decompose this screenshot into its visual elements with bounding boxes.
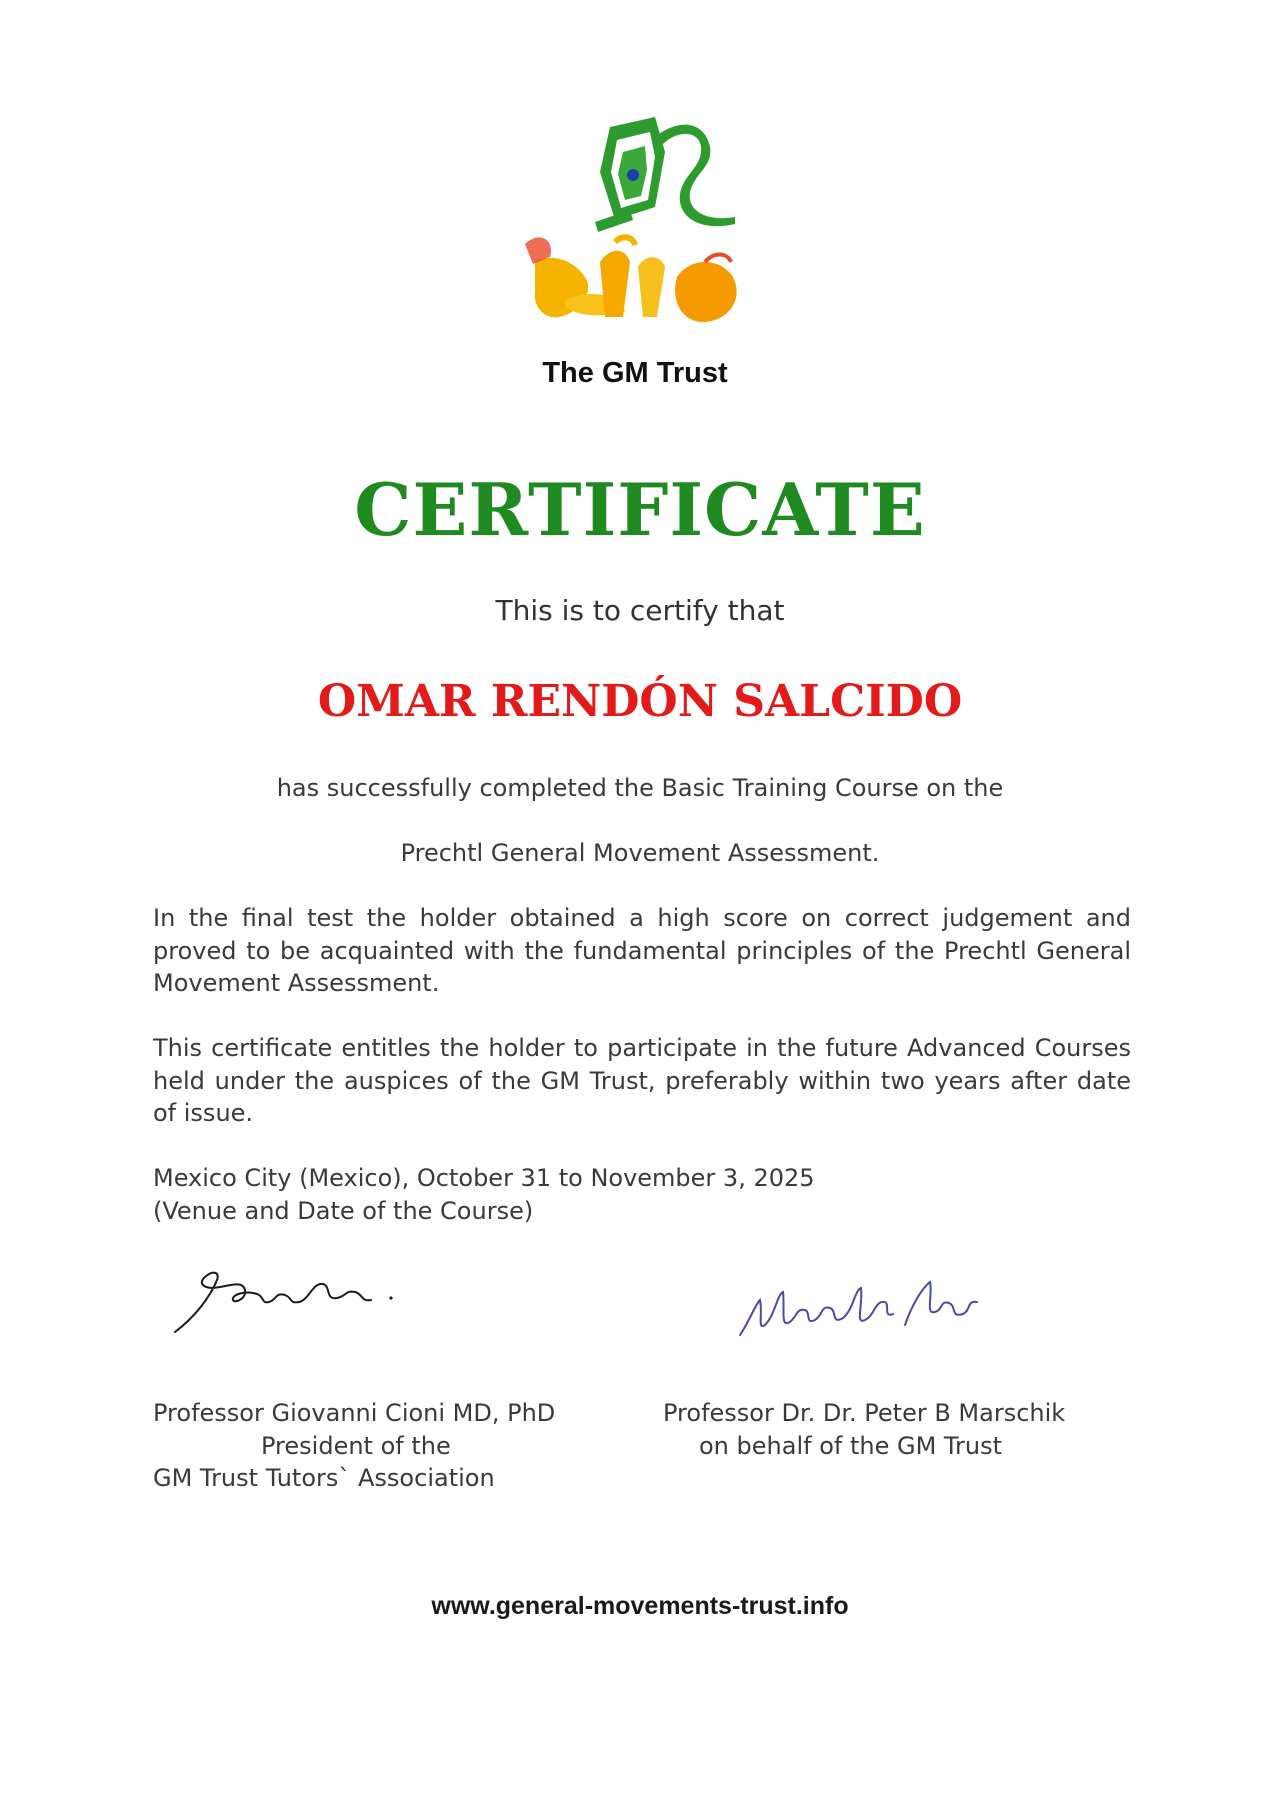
paragraph-entitlement: This certificate entitles the holder to participate in the future Advanced Courses held under the auspices of the GM Trust, preferably within two years after date of issue. [153, 1034, 1131, 1127]
gm-trust-logo-icon [505, 112, 765, 362]
signatory-cioni-name: Professor Giovanni Cioni MD, PhD [153, 1399, 556, 1427]
course-name: Prechtl General Movement Assessment. [400, 839, 880, 867]
website-url: www.general-movements-trust.info [431, 1592, 849, 1620]
signatory-marschik [663, 1397, 1123, 1462]
venue-date: Mexico City (Mexico), October 31 to November 3, 2025 [153, 1164, 815, 1192]
completed-line: has successfully completed the Basic Training Course on the [276, 774, 1004, 802]
signatory-cioni-org: GM Trust Tutors` Association [153, 1464, 495, 1492]
paragraph-final-test: In the final test the holder obtained a high score on correct judgement and proved to be acquainted with the fundamental principles of the Prechtl General Movement Assessment. [153, 904, 1131, 997]
recipient-name: OMAR RENDÓN SALCIDO [317, 676, 963, 727]
certificate-title: CERTIFICATE [354, 467, 926, 552]
signatory-cioni-role: President of the [261, 1431, 451, 1460]
logo-caption: The GM Trust [542, 357, 728, 389]
signatory-marschik-name: Professor Dr. Dr. Peter B Marschik [663, 1399, 1066, 1427]
venue-caption: (Venue and Date of the Course) [153, 1197, 534, 1225]
signatory-marschik-role: on behalf of the GM Trust [699, 1431, 1003, 1460]
signature-cioni [165, 1262, 405, 1342]
certify-line: This is to certify that [495, 594, 785, 627]
signatory-cioni [153, 1397, 583, 1495]
gm-trust-logo [505, 112, 765, 402]
signature-marschik [735, 1270, 985, 1350]
